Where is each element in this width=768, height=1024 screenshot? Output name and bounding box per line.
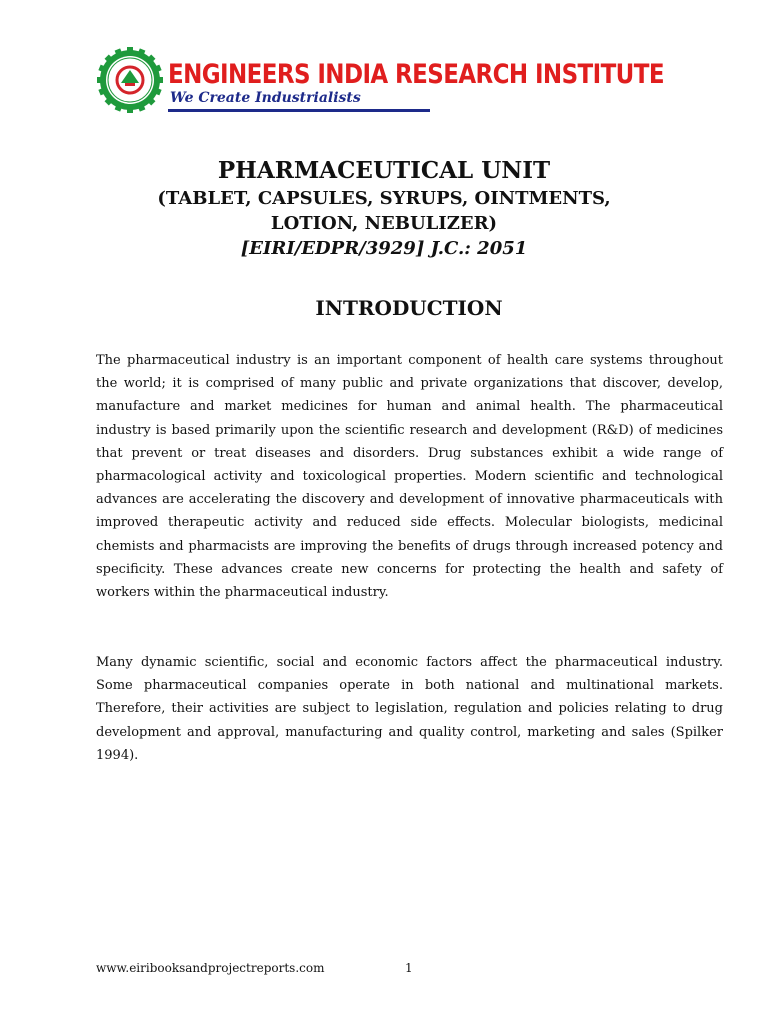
organization-tagline: We Create Industrialists <box>170 90 361 106</box>
intro-paragraph-1: The pharmaceutical industry is an important component of health care systems throughout the world; it is comprised of many public and private organizations that discover, develop, manufacture and market medicines for human and animal health. The pharmaceutical industry is based primarily upon the scientific research and development (R&D) of medicines that prevent or treat diseases and disorders. Drug substances exhibit a wide range of pharmacological activity and toxicological properties. Modern scientific and technological advances are accelerating the discovery and development of innovative pharmaceuticals with improved therapeutic activity and reduced side effects. Molecular biologists, medicinal chemists and pharmacists are improving the benefits of drugs through increased potency and specificity. These advances create new concerns for protecting the health and safety of workers within the pharmaceutical industry. <box>96 353 723 601</box>
document-code: [EIRI/EDPR/3929] J.C.: 2051 <box>240 238 528 259</box>
document-title: PHARMACEUTICAL UNIT <box>217 157 551 184</box>
document-title-block <box>0 156 768 261</box>
eiri-seal-icon <box>96 46 164 114</box>
footer-url: www.eiribooksandprojectreports.com <box>96 961 325 975</box>
page-number: 1 <box>405 961 413 975</box>
section-heading: INTRODUCTION <box>315 296 503 320</box>
eiri-logo <box>96 46 664 120</box>
organization-name: ENGINEERS INDIA RESEARCH INSTITUTE <box>168 60 664 90</box>
document-subtitle-line-1: (TABLET, CAPSULES, SYRUPS, OINTMENTS, <box>157 188 611 209</box>
tagline-underline <box>168 109 430 112</box>
intro-paragraph-2: Many dynamic scientific, social and economic factors affect the pharmaceutical industry. Some pharmaceutical companies operate in both national and multinational markets. Therefore, their activities are subject to legislation, regulation and policies relating to drug development and approval, manufacturing and quality control, marketing and sales (Spilker 1994). <box>96 655 723 763</box>
document-subtitle-line-2: LOTION, NEBULIZER) <box>270 213 498 234</box>
